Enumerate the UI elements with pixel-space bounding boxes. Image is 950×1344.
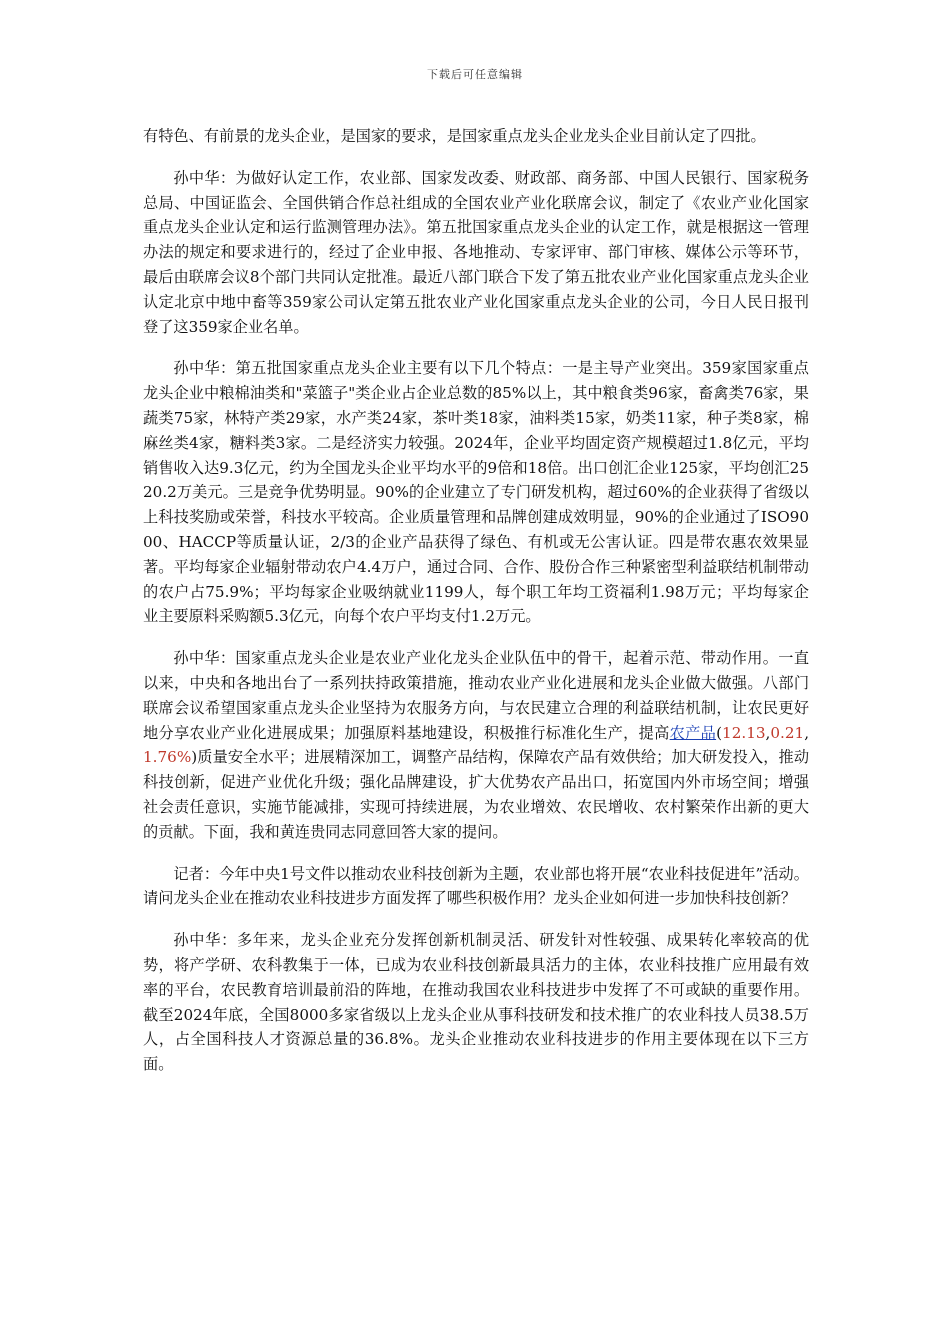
ticker-close-paren: ) <box>191 748 198 767</box>
paragraph-6: 孙中华：多年来，龙头企业充分发挥创新机制灵活、研发针对性较强、成果转化率较高的优势，将产学研、农科教集于一体，已成为农业科技创新最具活力的主体，农业科技推广应用最有效率的平台，农民教育培训最前沿的阵地，在推动我国农业科技进步中发挥了不可或缺的重要作用。截至2024年底，全国8000多家省级以上龙头企业从事科技研发和技术推广的农业科技人员38.5万人，占全国科技人才资源总量的36.8%。龙头企业推动农业科技进步的作用主要体现在以下三方面。 <box>143 931 809 1074</box>
ticker-value-1: 12.13 <box>722 723 766 742</box>
page-header-note: 下载后可任意编辑 <box>427 68 523 81</box>
document-body <box>143 124 809 1094</box>
paragraph-1: 有特色、有前景的龙头企业，是国家的要求，是国家重点龙头企业龙头企业目前认定了四批。 <box>143 127 766 145</box>
paragraph-4-text-after: 质量安全水平；进展精深加工，调整产品结构，保障农产品有效供给；加大研发投入，推动科技创新，促进产业优化升级；强化品牌建设，扩大优势农产品出口，拓宽国内外市场空间；增强社会责任意识，实施节能减排，实现可持续进展，为农业增效、农民增收、农村繁荣作出新的更大的贡献。下面，我和黄连贵同志同意回答大家的提问。 <box>143 748 809 841</box>
paragraph-5: 记者：今年中央1号文件以推动农业科技创新为主题，农业部也将开展“农业科技促进年”活动。请问龙头企业在推动农业科技进步方面发挥了哪些积极作用？龙头企业如何进一步加快科技创新？ <box>143 864 809 908</box>
agricultural-products-link[interactable]: 农产品 <box>669 723 717 742</box>
ticker-comma-2: , <box>804 723 810 742</box>
ticker-value-3: 1.76% <box>143 748 192 767</box>
paragraph-3: 孙中华：第五批国家重点龙头企业主要有以下几个特点：一是主导产业突出。359家国家重点龙头企业中粮棉油类和"菜篮子"类企业占企业总数的85%以上，其中粮食类96家，畜禽类76家，果蔬类75家，林特产类29家，水产类24家，茶叶类18家，油料类15家，奶类11家，种子类8家，棉麻丝类4家，糖料类3家。二是经济实力较强。2024年，企业平均固定资产规模超过1.8亿元，平均销售收入达9.3亿元，约为全国龙头企业平均水平的9倍和18倍。出口创汇企业125家，平均创汇2520.2万美元。三是竞争优势明显。90%的企业建立了专门研发机构，超过60%的企业获得了省级以上科技奖励或荣誉，科技水平较高。企业质量管理和品牌创建成效明显，90%的企业通过了ISO9000、HACCP等质量认证，2/3的企业产品获得了绿色、有机或无公害认证。四是带农惠农效果显著。平均每家企业辐射带动农户4.4万户，通过合同、合作、股份合作三种紧密型利益联结机制带动的农户占75.9%；平均每家企业吸纳就业1199人，每个职工年均工资福利1.98万元；平均每家企业主要原料采购额5.3亿元，向每个农户平均支付1.2万元。 <box>143 359 809 626</box>
ticker-value-2: 0.21 <box>770 723 805 742</box>
paragraph-4 <box>143 646 809 844</box>
ticker-comma-1: , <box>765 723 771 742</box>
paragraph-2: 孙中华：为做好认定工作，农业部、国家发改委、财政部、商务部、中国人民银行、国家税务总局、中国证监会、全国供销合作总社组成的全国农业产业化联席会议，制定了《农业产业化国家重点龙头企业认定和运行监测管理办法》。第五批国家重点龙头企业的认定工作，就是根据这一管理办法的规定和要求进行的，经过了企业申报、各地推动、专家评审、部门审核、媒体公示等环节，最后由联席会议8个部门共同认定批准。最近八部门联合下发了第五批农业产业化国家重点龙头企业认定北京中地中畜等359家公司认定第五批农业产业化国家重点龙头企业的公司，今日人民日报刊登了这359家企业名单。 <box>143 168 809 336</box>
ticker-open-paren: ( <box>716 723 723 742</box>
paragraph-4-text-before: 孙中华：国家重点龙头企业是农业产业化龙头企业队伍中的骨干，起着示范、带动作用。一直以来，中央和各地出台了一系列扶持政策措施，推动农业产业化进展和龙头企业做大做强。八部门联席会议希望国家重点龙头企业坚持为农服务方向，与农民建立合理的利益联结机制，让农民更好地分享农业产业化进展成果；加强原料基地建设，积极推行标准化生产，提高 <box>143 649 809 742</box>
